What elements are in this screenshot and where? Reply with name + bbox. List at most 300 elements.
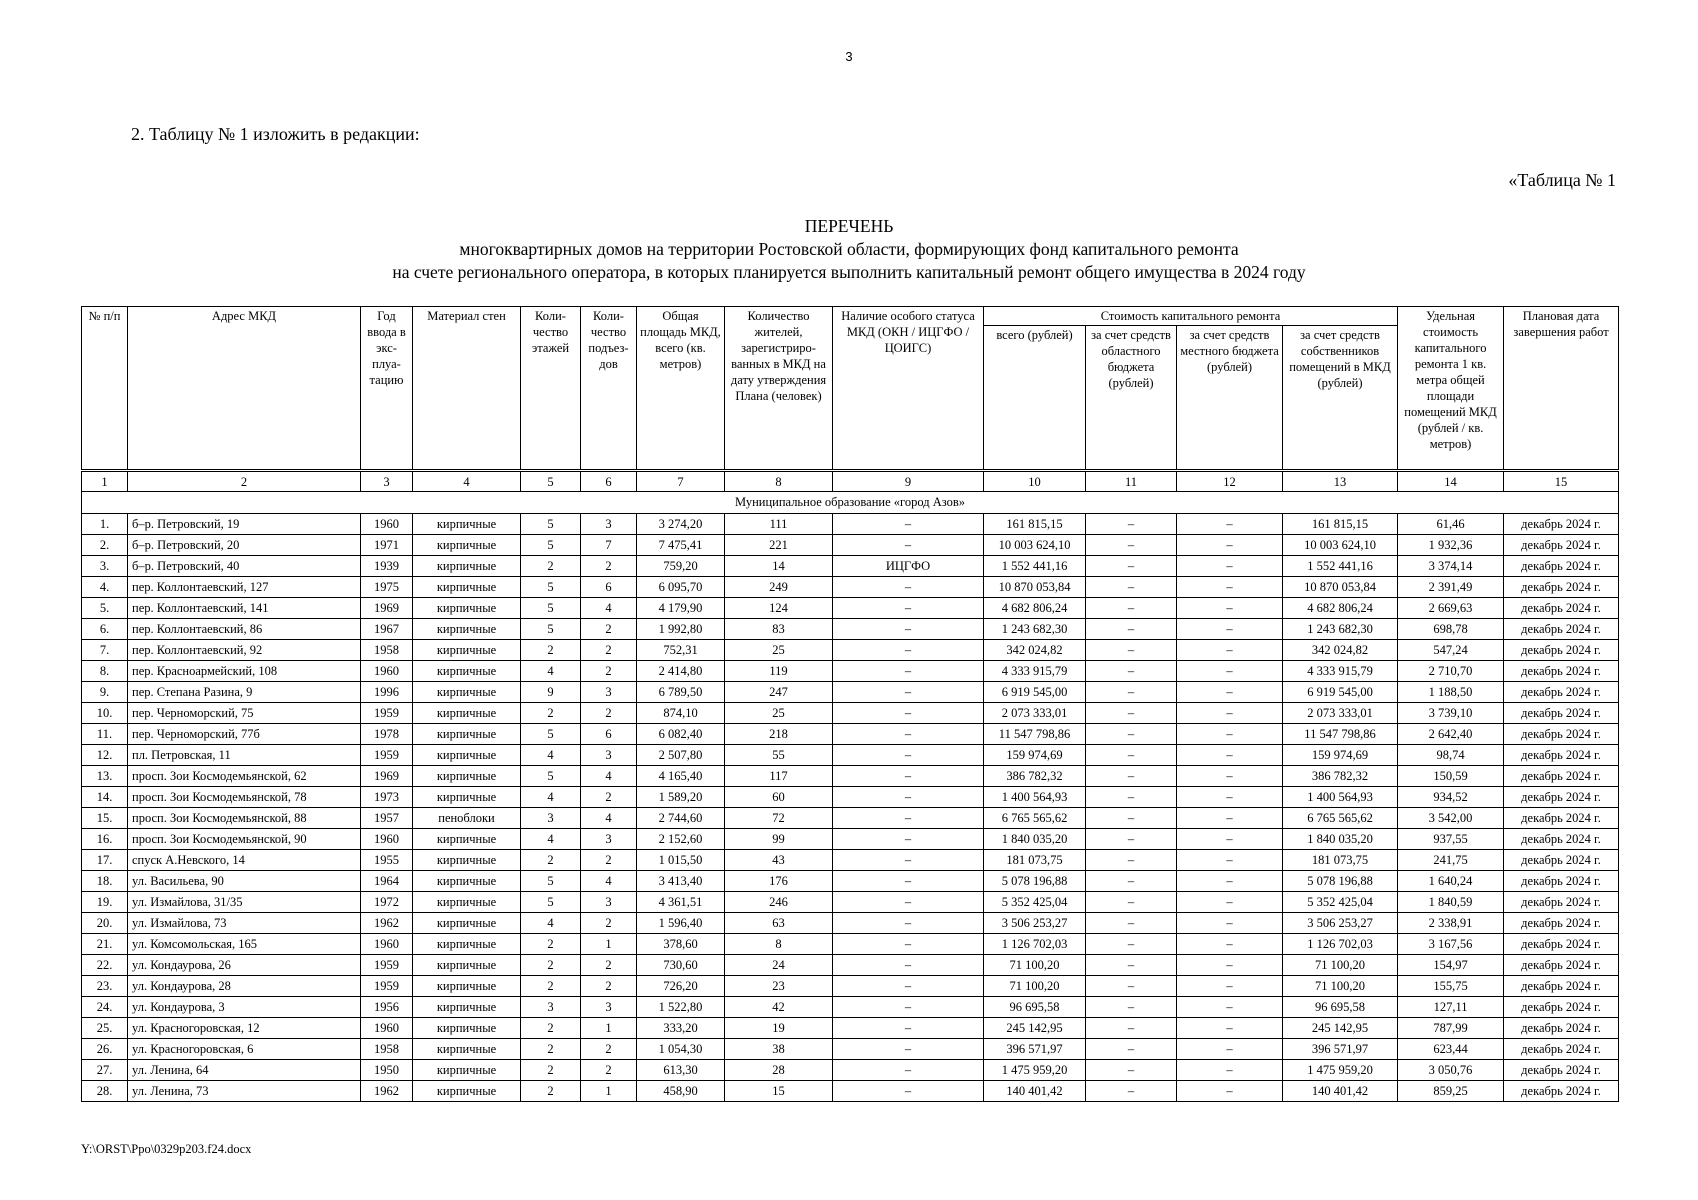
table-cell: – bbox=[833, 997, 984, 1018]
table-cell: декабрь 2024 г. bbox=[1504, 976, 1619, 997]
table-cell: 1959 bbox=[361, 976, 413, 997]
table-cell: 386 782,32 bbox=[984, 766, 1086, 787]
table-cell: 7. bbox=[82, 640, 128, 661]
table-cell: 6 765 565,62 bbox=[984, 808, 1086, 829]
table-cell: 2 bbox=[581, 619, 637, 640]
table-row bbox=[82, 976, 1619, 997]
table-cell: 4 bbox=[521, 829, 581, 850]
table-cell: 42 bbox=[725, 997, 833, 1018]
table-cell: – bbox=[1086, 682, 1177, 703]
table-cell: 458,90 bbox=[637, 1081, 725, 1102]
table-cell: – bbox=[1177, 682, 1283, 703]
table-cell: 1958 bbox=[361, 640, 413, 661]
table-row bbox=[82, 913, 1619, 934]
table-cell: 155,75 bbox=[1398, 976, 1504, 997]
table-cell: декабрь 2024 г. bbox=[1504, 892, 1619, 913]
table-cell: 1962 bbox=[361, 1081, 413, 1102]
intro-text: 2. Таблицу № 1 изложить в редакции: bbox=[131, 124, 420, 144]
table-cell: 2 bbox=[521, 955, 581, 976]
table-cell: 623,44 bbox=[1398, 1039, 1504, 1060]
table-cell: 1 015,50 bbox=[637, 850, 725, 871]
table-cell: 1969 bbox=[361, 598, 413, 619]
table-cell: 2 bbox=[581, 850, 637, 871]
table-cell: пл. Петровская, 11 bbox=[128, 745, 361, 766]
column-number: 4 bbox=[413, 471, 521, 492]
table-cell: 5 bbox=[521, 577, 581, 598]
table-row bbox=[82, 577, 1619, 598]
table-cell: ул. Кондаурова, 28 bbox=[128, 976, 361, 997]
table-cell: декабрь 2024 г. bbox=[1504, 1081, 1619, 1102]
header-address: Адрес МКД bbox=[128, 307, 361, 471]
table-cell: 96 695,58 bbox=[1283, 997, 1398, 1018]
table-cell: кирпичные bbox=[413, 892, 521, 913]
table-cell: 26. bbox=[82, 1039, 128, 1060]
table-cell: 4 bbox=[581, 808, 637, 829]
table-cell: 241,75 bbox=[1398, 850, 1504, 871]
table-cell: 43 bbox=[725, 850, 833, 871]
table-cell: декабрь 2024 г. bbox=[1504, 766, 1619, 787]
table-cell: 2 bbox=[581, 976, 637, 997]
table-cell: 6 082,40 bbox=[637, 724, 725, 745]
table-cell: 25 bbox=[725, 640, 833, 661]
table-cell: 4 bbox=[581, 766, 637, 787]
table-cell: декабрь 2024 г. bbox=[1504, 871, 1619, 892]
column-number: 11 bbox=[1086, 471, 1177, 492]
table-cell: ул. Измайлова, 31/35 bbox=[128, 892, 361, 913]
table-cell: 2 bbox=[521, 1060, 581, 1081]
table-cell: 6 bbox=[581, 577, 637, 598]
table-cell: пер. Коллонтаевский, 127 bbox=[128, 577, 361, 598]
table-cell: декабрь 2024 г. bbox=[1504, 1018, 1619, 1039]
table-cell: б–р. Петровский, 40 bbox=[128, 556, 361, 577]
table-cell: 2 bbox=[521, 1018, 581, 1039]
table-cell: 63 bbox=[725, 913, 833, 934]
table-cell: 124 bbox=[725, 598, 833, 619]
column-number: 9 bbox=[833, 471, 984, 492]
table-cell: 4 179,90 bbox=[637, 598, 725, 619]
table-cell: декабрь 2024 г. bbox=[1504, 913, 1619, 934]
table-cell: 2 642,40 bbox=[1398, 724, 1504, 745]
table-cell: декабрь 2024 г. bbox=[1504, 556, 1619, 577]
heading-line-2: многоквартирных домов на территории Ростовской области, формирующих фонд капитального ремонта bbox=[459, 239, 1239, 259]
table-cell: – bbox=[833, 892, 984, 913]
table-cell: – bbox=[1086, 766, 1177, 787]
table-cell: 1969 bbox=[361, 766, 413, 787]
table-cell: 3 bbox=[581, 682, 637, 703]
table-cell: – bbox=[833, 787, 984, 808]
table-cell: кирпичные bbox=[413, 955, 521, 976]
table-cell: – bbox=[833, 913, 984, 934]
table-cell: 787,99 bbox=[1398, 1018, 1504, 1039]
table-cell: 5 078 196,88 bbox=[984, 871, 1086, 892]
table-cell: пер. Черноморский, 77б bbox=[128, 724, 361, 745]
table-cell: 6 765 565,62 bbox=[1283, 808, 1398, 829]
table-cell: 14. bbox=[82, 787, 128, 808]
table-row bbox=[82, 682, 1619, 703]
table-cell: 1939 bbox=[361, 556, 413, 577]
table-cell: 83 bbox=[725, 619, 833, 640]
table-cell: 11. bbox=[82, 724, 128, 745]
table-cell: 6 919 545,00 bbox=[984, 682, 1086, 703]
table-cell: – bbox=[833, 1018, 984, 1039]
table-row bbox=[82, 829, 1619, 850]
table-cell: 1950 bbox=[361, 1060, 413, 1081]
table-cell: декабрь 2024 г. bbox=[1504, 703, 1619, 724]
table-cell: 15 bbox=[725, 1081, 833, 1102]
table-cell: 2 bbox=[521, 850, 581, 871]
table-cell: кирпичные bbox=[413, 535, 521, 556]
column-number: 14 bbox=[1398, 471, 1504, 492]
table-cell: 221 bbox=[725, 535, 833, 556]
table-cell: 3 bbox=[581, 829, 637, 850]
table-cell: – bbox=[1177, 598, 1283, 619]
table-cell: 342 024,82 bbox=[1283, 640, 1398, 661]
table-cell: 4 bbox=[521, 745, 581, 766]
table-cell: 22. bbox=[82, 955, 128, 976]
table-cell: – bbox=[833, 619, 984, 640]
table-cell: 1960 bbox=[361, 1018, 413, 1039]
table-cell: 245 142,95 bbox=[984, 1018, 1086, 1039]
table-cell: декабрь 2024 г. bbox=[1504, 724, 1619, 745]
table-cell: 3 bbox=[581, 892, 637, 913]
table-cell: – bbox=[833, 640, 984, 661]
table-cell: 5 352 425,04 bbox=[984, 892, 1086, 913]
table-cell: 247 bbox=[725, 682, 833, 703]
table-cell: просп. Зои Космодемьянской, 90 bbox=[128, 829, 361, 850]
table-cell: кирпичные bbox=[413, 934, 521, 955]
table-cell: 1973 bbox=[361, 787, 413, 808]
table-cell: 6 bbox=[581, 724, 637, 745]
table-cell: – bbox=[1177, 871, 1283, 892]
table-cell: кирпичные bbox=[413, 1018, 521, 1039]
table-cell: 1957 bbox=[361, 808, 413, 829]
header-cost-owners: за счет средств собственников помещений в МКД (рублей) bbox=[1283, 326, 1398, 471]
table-cell: 396 571,97 bbox=[984, 1039, 1086, 1060]
table-cell: 4 682 806,24 bbox=[1283, 598, 1398, 619]
table-cell: 1967 bbox=[361, 619, 413, 640]
table-cell: 1959 bbox=[361, 703, 413, 724]
table-cell: 2 bbox=[581, 703, 637, 724]
table-cell: – bbox=[1177, 640, 1283, 661]
table-cell: ул. Кондаурова, 3 bbox=[128, 997, 361, 1018]
table-cell: 3 374,14 bbox=[1398, 556, 1504, 577]
column-number: 8 bbox=[725, 471, 833, 492]
table-cell: 4 bbox=[521, 661, 581, 682]
table-cell: 1975 bbox=[361, 577, 413, 598]
table-cell: 96 695,58 bbox=[984, 997, 1086, 1018]
table-cell: просп. Зои Космодемьянской, 78 bbox=[128, 787, 361, 808]
table-cell: 1 522,80 bbox=[637, 997, 725, 1018]
table-cell: декабрь 2024 г. bbox=[1504, 850, 1619, 871]
table-cell: – bbox=[1177, 619, 1283, 640]
table-cell: – bbox=[1086, 808, 1177, 829]
table-cell: ул. Комсомольская, 165 bbox=[128, 934, 361, 955]
table-cell: 181 073,75 bbox=[984, 850, 1086, 871]
table-cell: 859,25 bbox=[1398, 1081, 1504, 1102]
table-cell: – bbox=[833, 535, 984, 556]
table-cell: 127,11 bbox=[1398, 997, 1504, 1018]
table-cell: 2 bbox=[521, 703, 581, 724]
table-cell: 98,74 bbox=[1398, 745, 1504, 766]
table-cell: 2 073 333,01 bbox=[984, 703, 1086, 724]
table-cell: кирпичные bbox=[413, 724, 521, 745]
table-cell: 25 bbox=[725, 703, 833, 724]
table-cell: 140 401,42 bbox=[1283, 1081, 1398, 1102]
column-number: 1 bbox=[82, 471, 128, 492]
table-cell: – bbox=[1086, 724, 1177, 745]
table-cell: кирпичные bbox=[413, 871, 521, 892]
header-residents: Количество жителей, зарегистриро-ванных в МКД на дату утверждения Плана (человек) bbox=[725, 307, 833, 471]
table-cell: – bbox=[1177, 829, 1283, 850]
table-cell: – bbox=[1177, 1018, 1283, 1039]
table-cell: 3 739,10 bbox=[1398, 703, 1504, 724]
table-cell: 8 bbox=[725, 934, 833, 955]
table-cell: – bbox=[833, 1039, 984, 1060]
table-cell: спуск А.Невского, 14 bbox=[128, 850, 361, 871]
table-cell: 1 932,36 bbox=[1398, 535, 1504, 556]
table-cell: 71 100,20 bbox=[1283, 955, 1398, 976]
header-end-date: Плановая дата завершения работ bbox=[1504, 307, 1619, 471]
table-cell: декабрь 2024 г. bbox=[1504, 745, 1619, 766]
table-cell: 60 bbox=[725, 787, 833, 808]
table-cell: декабрь 2024 г. bbox=[1504, 640, 1619, 661]
table-cell: кирпичные bbox=[413, 1081, 521, 1102]
table-cell: – bbox=[1086, 829, 1177, 850]
table-cell: кирпичные bbox=[413, 514, 521, 535]
table-cell: – bbox=[833, 766, 984, 787]
table-cell: ул. Васильева, 90 bbox=[128, 871, 361, 892]
table-cell: 1 400 564,93 bbox=[1283, 787, 1398, 808]
table-cell: 11 547 798,86 bbox=[1283, 724, 1398, 745]
heading-line-1: ПЕРЕЧЕНЬ bbox=[804, 216, 894, 236]
file-path: Y:\ORST\Ppo\0329p203.f24.docx bbox=[81, 1142, 252, 1156]
table-cell: 547,24 bbox=[1398, 640, 1504, 661]
heading-line-3: на счете регионального оператора, в которых планируется выполнить капитальный ремонт общего имущества в 2024 году bbox=[392, 262, 1306, 282]
table-cell: – bbox=[1177, 892, 1283, 913]
table-cell: – bbox=[1086, 577, 1177, 598]
table-cell: 1 126 702,03 bbox=[984, 934, 1086, 955]
table-cell: – bbox=[833, 661, 984, 682]
column-number: 12 bbox=[1177, 471, 1283, 492]
table-cell: 6 789,50 bbox=[637, 682, 725, 703]
table-cell: 2 744,60 bbox=[637, 808, 725, 829]
table-cell: – bbox=[1086, 1039, 1177, 1060]
table-cell: декабрь 2024 г. bbox=[1504, 535, 1619, 556]
table-cell: – bbox=[1086, 619, 1177, 640]
table-row bbox=[82, 661, 1619, 682]
table-cell: 2 669,63 bbox=[1398, 598, 1504, 619]
table-cell: 342 024,82 bbox=[984, 640, 1086, 661]
table-cell: 4 682 806,24 bbox=[984, 598, 1086, 619]
table-cell: кирпичные bbox=[413, 976, 521, 997]
table-cell: 5 352 425,04 bbox=[1283, 892, 1398, 913]
table-cell: 4 bbox=[521, 913, 581, 934]
table-cell: 55 bbox=[725, 745, 833, 766]
table-cell: 38 bbox=[725, 1039, 833, 1060]
table-cell: 1978 bbox=[361, 724, 413, 745]
page-number: 3 bbox=[845, 49, 853, 64]
table-cell: 726,20 bbox=[637, 976, 725, 997]
table-row bbox=[82, 997, 1619, 1018]
table-cell: 1 589,20 bbox=[637, 787, 725, 808]
table-cell: 218 bbox=[725, 724, 833, 745]
table-cell: 21. bbox=[82, 934, 128, 955]
table-cell: 71 100,20 bbox=[1283, 976, 1398, 997]
table-cell: 17. bbox=[82, 850, 128, 871]
table-cell: 28. bbox=[82, 1081, 128, 1102]
table-cell: 19. bbox=[82, 892, 128, 913]
header-cost-total: всего (рублей) bbox=[984, 326, 1086, 471]
table-cell: 3 bbox=[581, 997, 637, 1018]
table-cell: – bbox=[1086, 955, 1177, 976]
table-cell: 759,20 bbox=[637, 556, 725, 577]
table-cell: 18. bbox=[82, 871, 128, 892]
table-cell: 3 bbox=[581, 514, 637, 535]
table-cell: ИЦГФО bbox=[833, 556, 984, 577]
table-cell: пер. Степана Разина, 9 bbox=[128, 682, 361, 703]
table-cell: декабрь 2024 г. bbox=[1504, 934, 1619, 955]
table-cell: декабрь 2024 г. bbox=[1504, 787, 1619, 808]
table-cell: – bbox=[1177, 514, 1283, 535]
table-cell: 71 100,20 bbox=[984, 955, 1086, 976]
table-body bbox=[82, 492, 1619, 1102]
table-row bbox=[82, 535, 1619, 556]
table-cell: 2 bbox=[581, 1039, 637, 1060]
table-row bbox=[82, 1039, 1619, 1060]
table-cell: 1964 bbox=[361, 871, 413, 892]
table-row bbox=[82, 934, 1619, 955]
table-cell: 2 073 333,01 bbox=[1283, 703, 1398, 724]
column-number: 10 bbox=[984, 471, 1086, 492]
table-cell: кирпичные bbox=[413, 997, 521, 1018]
table-cell: 2 bbox=[581, 787, 637, 808]
table-cell: пер. Коллонтаевский, 141 bbox=[128, 598, 361, 619]
table-cell: 8. bbox=[82, 661, 128, 682]
table-cell: 1996 bbox=[361, 682, 413, 703]
table-cell: 937,55 bbox=[1398, 829, 1504, 850]
table-cell: декабрь 2024 г. bbox=[1504, 997, 1619, 1018]
header-year: Год ввода в экс-плуа-тацию bbox=[361, 307, 413, 471]
table-cell: 20. bbox=[82, 913, 128, 934]
table-cell: 874,10 bbox=[637, 703, 725, 724]
table-cell: – bbox=[1177, 955, 1283, 976]
header-specific-cost: Удельная стоимость капитального ремонта 1 кв. метра общей площади помещений МКД (рублей / кв. метров) bbox=[1398, 307, 1504, 471]
header-cost-regional: за счет средств областного бюджета (рублей) bbox=[1086, 326, 1177, 471]
table-cell: – bbox=[1177, 661, 1283, 682]
table-cell: – bbox=[1086, 1081, 1177, 1102]
table-cell: 111 bbox=[725, 514, 833, 535]
table-cell: – bbox=[1086, 556, 1177, 577]
table-cell: 3 050,76 bbox=[1398, 1060, 1504, 1081]
table-cell: 1 840,59 bbox=[1398, 892, 1504, 913]
table-cell: – bbox=[833, 934, 984, 955]
table-cell: – bbox=[1177, 808, 1283, 829]
table-cell: кирпичные bbox=[413, 661, 521, 682]
table-cell: 1 840 035,20 bbox=[1283, 829, 1398, 850]
table-cell: пеноблоки bbox=[413, 808, 521, 829]
table-cell: 1 552 441,16 bbox=[984, 556, 1086, 577]
table-row bbox=[82, 556, 1619, 577]
table-cell: ул. Кондаурова, 26 bbox=[128, 955, 361, 976]
table-cell: 3 167,56 bbox=[1398, 934, 1504, 955]
header-entrances: Коли-чество подъез-дов bbox=[581, 307, 637, 471]
table-cell: – bbox=[1177, 1081, 1283, 1102]
table-cell: – bbox=[833, 577, 984, 598]
table-cell: – bbox=[833, 724, 984, 745]
table-cell: 5 bbox=[521, 598, 581, 619]
table-cell: декабрь 2024 г. bbox=[1504, 955, 1619, 976]
table-cell: 10 003 624,10 bbox=[984, 535, 1086, 556]
table-cell: 2 bbox=[521, 976, 581, 997]
table-row bbox=[82, 787, 1619, 808]
table-cell: – bbox=[833, 976, 984, 997]
table-cell: 1 188,50 bbox=[1398, 682, 1504, 703]
table-cell: кирпичные bbox=[413, 913, 521, 934]
table-cell: 6 095,70 bbox=[637, 577, 725, 598]
table-cell: – bbox=[833, 808, 984, 829]
table-cell: 27. bbox=[82, 1060, 128, 1081]
table-cell: – bbox=[1177, 766, 1283, 787]
table-cell: 2 bbox=[581, 955, 637, 976]
table-cell: 161 815,15 bbox=[1283, 514, 1398, 535]
table-cell: 181 073,75 bbox=[1283, 850, 1398, 871]
table-cell: просп. Зои Космодемьянской, 88 bbox=[128, 808, 361, 829]
table-cell: – bbox=[1086, 892, 1177, 913]
table-cell: – bbox=[1086, 934, 1177, 955]
header-floors: Коли-чество этажей bbox=[521, 307, 581, 471]
table-cell: 1 243 682,30 bbox=[984, 619, 1086, 640]
table-cell: 1 475 959,20 bbox=[1283, 1060, 1398, 1081]
table-cell: кирпичные bbox=[413, 745, 521, 766]
table-cell: 10. bbox=[82, 703, 128, 724]
table-cell: 25. bbox=[82, 1018, 128, 1039]
table-cell: – bbox=[1177, 556, 1283, 577]
table-cell: 396 571,97 bbox=[1283, 1039, 1398, 1060]
table-cell: 2 414,80 bbox=[637, 661, 725, 682]
table-cell: 613,30 bbox=[637, 1060, 725, 1081]
table-cell: 2 bbox=[581, 640, 637, 661]
table-cell: декабрь 2024 г. bbox=[1504, 577, 1619, 598]
table-cell: – bbox=[1177, 724, 1283, 745]
table-cell: – bbox=[1086, 598, 1177, 619]
table-cell: 14 bbox=[725, 556, 833, 577]
table-cell: 159 974,69 bbox=[1283, 745, 1398, 766]
table-cell: 1 bbox=[581, 934, 637, 955]
table-cell: 2 710,70 bbox=[1398, 661, 1504, 682]
table-row bbox=[82, 871, 1619, 892]
table-cell: кирпичные bbox=[413, 829, 521, 850]
table-cell: 12. bbox=[82, 745, 128, 766]
table-cell: кирпичные bbox=[413, 1039, 521, 1060]
table-cell: 5 bbox=[521, 514, 581, 535]
table-cell: 4 361,51 bbox=[637, 892, 725, 913]
table-cell: кирпичные bbox=[413, 556, 521, 577]
table-cell: ул. Красногоровская, 12 bbox=[128, 1018, 361, 1039]
header-cost-local: за счет средств местного бюджета (рублей) bbox=[1177, 326, 1283, 471]
table-cell: – bbox=[1086, 514, 1177, 535]
table-cell: кирпичные bbox=[413, 682, 521, 703]
table-row bbox=[82, 514, 1619, 535]
table-cell: 3 506 253,27 bbox=[1283, 913, 1398, 934]
table-cell: 1 054,30 bbox=[637, 1039, 725, 1060]
table-cell: 2 bbox=[521, 1039, 581, 1060]
table-cell: 1960 bbox=[361, 661, 413, 682]
table-cell: – bbox=[833, 871, 984, 892]
table-cell: 2 391,49 bbox=[1398, 577, 1504, 598]
table-row bbox=[82, 745, 1619, 766]
table-cell: – bbox=[1086, 535, 1177, 556]
table-cell: 1 475 959,20 bbox=[984, 1060, 1086, 1081]
